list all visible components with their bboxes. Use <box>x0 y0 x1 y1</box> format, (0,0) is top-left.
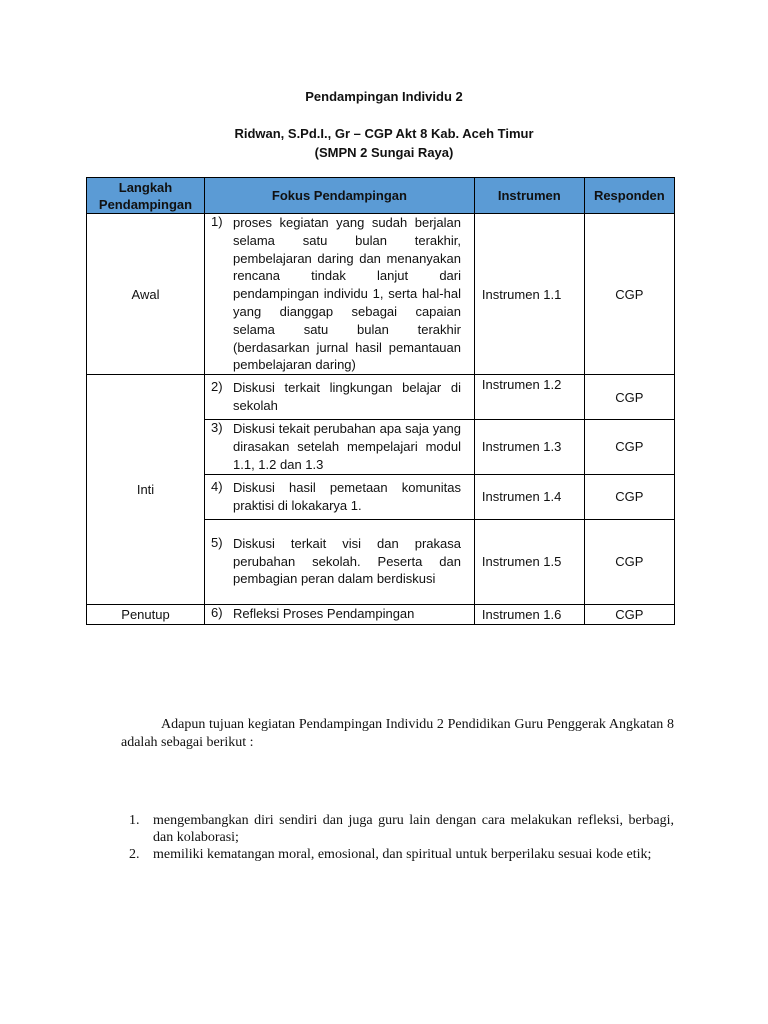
fokus-text: Refleksi Proses Pendampingan <box>233 606 415 622</box>
responden-cell: CGP <box>584 420 674 474</box>
header-instrumen: Instrumen <box>474 178 584 214</box>
fokus-cell <box>205 420 475 474</box>
goal-text: memiliki kematangan moral, emosional, dan spiritual untuk berperilaku sesuai kode etik; <box>153 847 652 862</box>
author-line: Ridwan, S.Pd.I., Gr – CGP Akt 8 Kab. Aceh Timur <box>234 126 534 141</box>
row-number: 1) <box>211 214 223 229</box>
fokus-text: proses kegiatan yang sudah berjalan selama satu bulan terakhir, pembelajaran daring dan menanyakan rencana tindak lanjut dari pendampingan individu 1, serta hal-hal yang dianggap sebagai capaian selama satu bulan terakhir (berdasarkan jurnal hasil pemantauan pembelajaran daring) <box>233 215 461 373</box>
mentoring-table <box>86 177 675 625</box>
stage-penutup: Penutup <box>87 604 205 624</box>
table-header-row <box>87 178 675 214</box>
row-number: 2) <box>211 379 223 395</box>
table-row <box>87 604 675 624</box>
responden-cell: CGP <box>584 474 674 519</box>
instrumen-cell: Instrumen 1.2 <box>474 375 584 420</box>
document-subtitle <box>0 124 768 162</box>
stage-inti: Inti <box>87 375 205 604</box>
table-row <box>87 375 675 420</box>
fokus-cell <box>205 474 475 519</box>
instrumen-cell: Instrumen 1.1 <box>474 214 584 375</box>
table-row <box>87 214 675 375</box>
header-responden: Responden <box>584 178 674 214</box>
fokus-text: Diskusi terkait visi dan prakasa perubahan sekolah. Peserta dan pembagian peran dalam berdiskusi <box>233 535 461 587</box>
document-title: Pendampingan Individu 2 <box>305 89 463 104</box>
fokus-text: Diskusi hasil pemetaan komunitas praktisi di lokakarya 1. <box>233 479 461 513</box>
instrumen-cell: Instrumen 1.3 <box>474 420 584 474</box>
responden-cell: CGP <box>584 375 674 420</box>
instrumen-cell: Instrumen 1.4 <box>474 474 584 519</box>
responden-cell: CGP <box>584 214 674 375</box>
fokus-cell <box>205 604 475 624</box>
fokus-text: Diskusi tekait perubahan apa saja yang dirasakan setelah mempelajari modul 1.1, 1.2 dan 1.3 <box>233 421 461 472</box>
responden-cell: CGP <box>584 519 674 604</box>
list-item <box>121 846 674 863</box>
stage-awal: Awal <box>87 214 205 375</box>
intro-paragraph: Adapun tujuan kegiatan Pendampingan Individu 2 Pendidikan Guru Penggerak Angkatan 8 adalah sebagai berikut : <box>121 717 674 750</box>
fokus-cell <box>205 519 475 604</box>
header-fokus: Fokus Pendampingan <box>205 178 475 214</box>
fokus-cell <box>205 214 475 375</box>
row-number: 6) <box>211 605 223 621</box>
header-langkah: Langkah Pendampingan <box>87 178 205 214</box>
goal-number: 2. <box>129 847 140 862</box>
goal-number: 1. <box>129 813 140 828</box>
responden-cell: CGP <box>584 604 674 624</box>
list-item <box>121 812 674 846</box>
goals-list <box>121 812 674 863</box>
row-number: 5) <box>211 534 223 550</box>
instrumen-cell: Instrumen 1.5 <box>474 519 584 604</box>
instrumen-cell: Instrumen 1.6 <box>474 604 584 624</box>
school-line: (SMPN 2 Sungai Raya) <box>314 145 454 160</box>
row-number: 4) <box>211 478 223 494</box>
goal-text: mengembangkan diri sendiri dan juga guru lain dengan cara melakukan refleksi, berbagi, dan kolaborasi; <box>153 813 674 845</box>
fokus-cell <box>205 375 475 420</box>
row-number: 3) <box>211 420 223 436</box>
fokus-text: Diskusi terkait lingkungan belajar di sekolah <box>233 380 461 414</box>
